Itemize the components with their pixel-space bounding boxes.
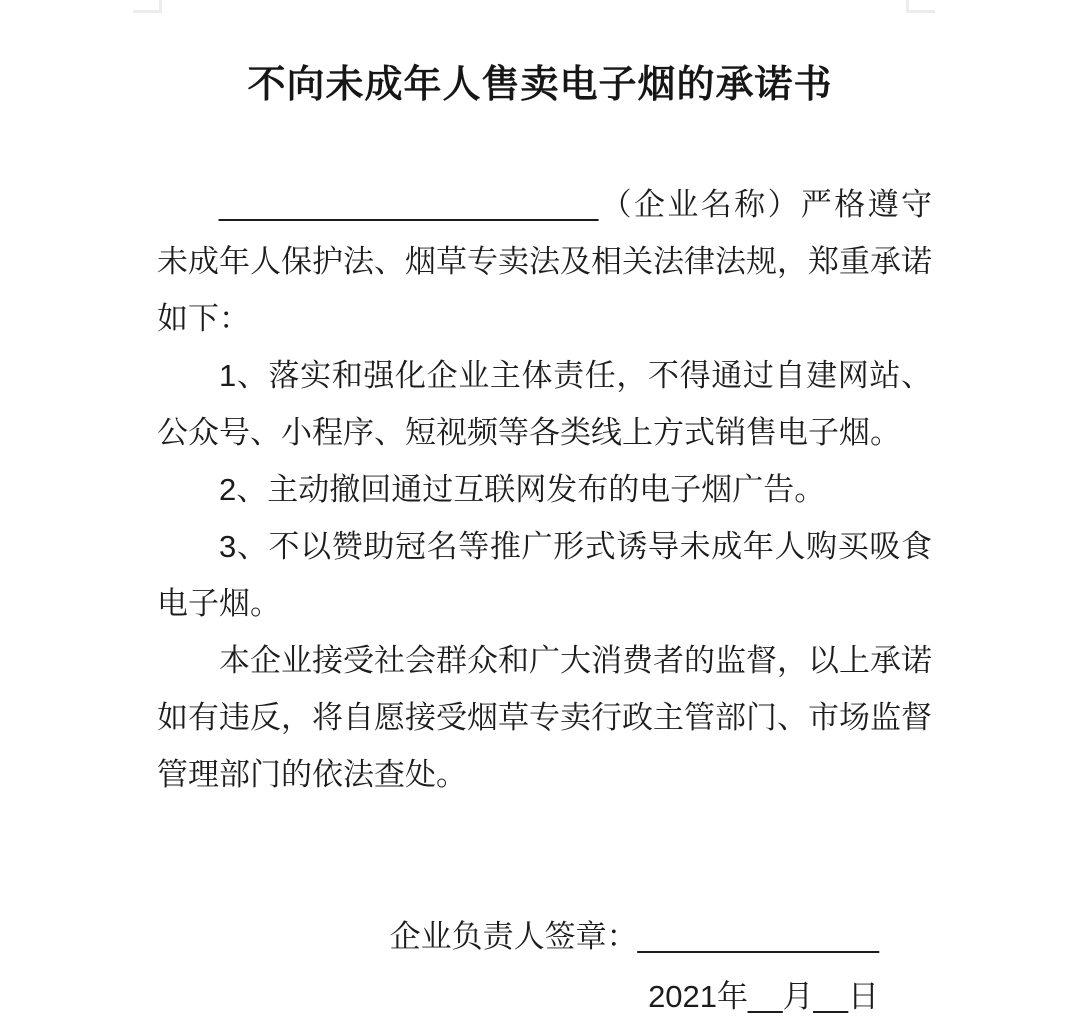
- scan-corner-mark-left: [133, 0, 162, 13]
- company-name-blank: ______________________: [219, 187, 599, 222]
- commitment-item-2: 2、主动撤回通过互联网发布的电子烟广告。: [219, 472, 826, 507]
- document-body: [0, 176, 1080, 1018]
- document-title: 不向未成年人售卖电子烟的承诺书: [247, 64, 833, 106]
- signature-blank: ______________: [637, 919, 879, 954]
- signature-label: 企业负责人签章：: [389, 919, 638, 954]
- commitment-item-3: 3、不以赞助冠名等推广形式诱导未成年人购买吸食电子烟。: [157, 529, 932, 621]
- commitment-item-1: 1、落实和强化企业主体责任，不得通过自建网站、公众号、小程序、短视频等各类线上方式销售电子烟。: [157, 358, 932, 450]
- scan-corner-mark-right: [906, 0, 935, 13]
- closing-paragraph: 本企业接受社会群众和广大消费者的监督，以上承诺如有违反，将自愿接受烟草专卖行政主管部门、市场监督管理部门的依法查处。: [157, 643, 932, 792]
- opening-paragraph-text: （企业名称）严格遵守未成年人保护法、烟草专卖法及相关法律法规，郑重承诺如下：: [157, 187, 932, 336]
- opening-paragraph: [157, 176, 932, 347]
- signature-line: [157, 908, 932, 965]
- date-line: 2021年__月__日: [648, 979, 879, 1014]
